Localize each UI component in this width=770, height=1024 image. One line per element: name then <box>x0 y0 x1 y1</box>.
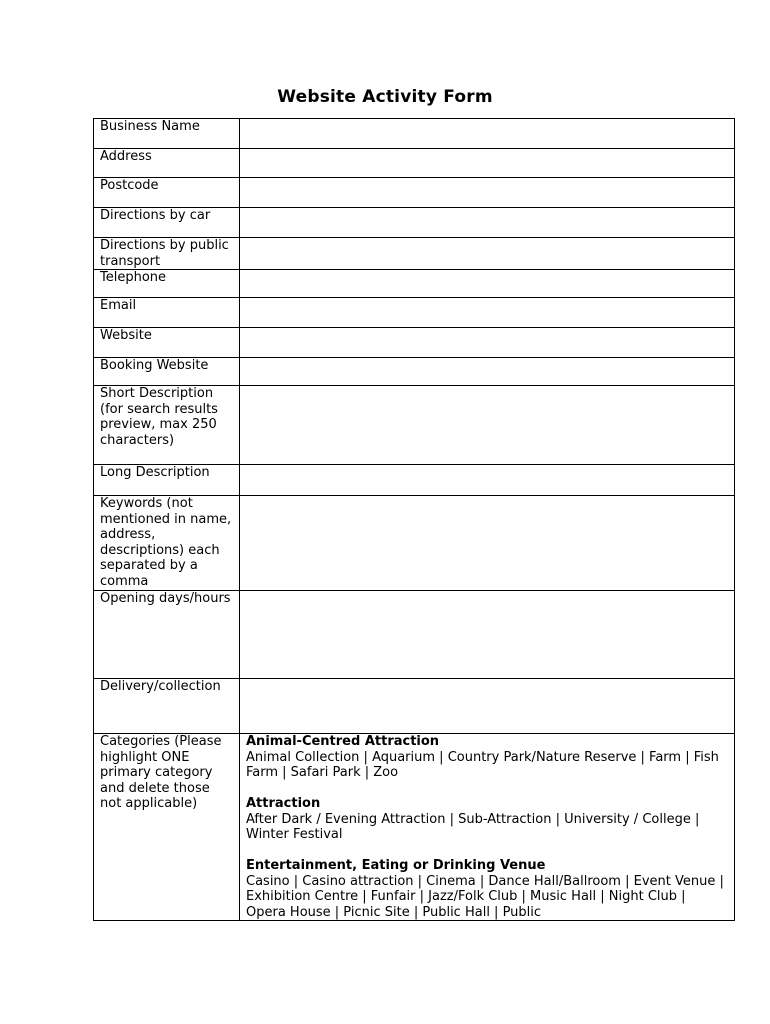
field-label-business-name: Business Name <box>94 119 240 149</box>
field-label-keywords: Keywords (not mentioned in name, address, descriptions) each separated by a comma <box>94 496 240 591</box>
category-heading: Animal-Centred Attraction <box>246 734 440 749</box>
category-group <box>246 734 728 781</box>
field-input-long-description[interactable] <box>240 465 735 496</box>
field-input-email[interactable] <box>240 298 735 328</box>
field-label-directions-car: Directions by car <box>94 208 240 238</box>
field-input-postcode[interactable] <box>240 178 735 208</box>
field-input-opening-hours[interactable] <box>240 591 735 679</box>
field-input-telephone[interactable] <box>240 270 735 298</box>
category-group <box>246 858 728 920</box>
form-row-business-name <box>94 119 735 149</box>
field-label-opening-hours: Opening days/hours <box>94 591 240 679</box>
field-input-address[interactable] <box>240 149 735 178</box>
field-label-email: Email <box>94 298 240 328</box>
form-row-email <box>94 298 735 328</box>
activity-form-table <box>93 118 735 921</box>
field-input-booking-website[interactable] <box>240 358 735 386</box>
form-row-categories <box>94 734 735 921</box>
form-row-booking-website <box>94 358 735 386</box>
category-options[interactable]: Casino | Casino attraction | Cinema | Dance Hall/Ballroom | Event Venue | Exhibition Centre | Funfair | Jazz/Folk Club | Music Hall | Night Club | Opera House | Picnic Site | Public Hall | Public <box>246 873 724 920</box>
form-row-short-description <box>94 386 735 465</box>
category-heading: Entertainment, Eating or Drinking Venue <box>246 858 546 873</box>
form-row-address <box>94 149 735 178</box>
field-input-keywords[interactable] <box>240 496 735 591</box>
form-row-long-description <box>94 465 735 496</box>
field-input-short-description[interactable] <box>240 386 735 465</box>
field-input-website[interactable] <box>240 328 735 358</box>
categories-list[interactable] <box>240 734 735 921</box>
form-row-postcode <box>94 178 735 208</box>
field-label-categories: Categories (Please highlight ONE primary category and delete those not applicable) <box>94 734 240 921</box>
field-label-long-description: Long Description <box>94 465 240 496</box>
field-label-address: Address <box>94 149 240 178</box>
field-input-directions-transport[interactable] <box>240 238 735 270</box>
field-label-telephone: Telephone <box>94 270 240 298</box>
form-row-keywords <box>94 496 735 591</box>
field-label-postcode: Postcode <box>94 178 240 208</box>
form-row-delivery <box>94 679 735 734</box>
field-label-booking-website: Booking Website <box>94 358 240 386</box>
field-label-delivery: Delivery/collection <box>94 679 240 734</box>
field-input-business-name[interactable] <box>240 119 735 149</box>
form-title: Website Activity Form <box>277 87 493 107</box>
category-heading: Attraction <box>246 796 321 811</box>
form-row-directions-car <box>94 208 735 238</box>
form-row-directions-transport <box>94 238 735 270</box>
field-input-directions-car[interactable] <box>240 208 735 238</box>
field-input-delivery[interactable] <box>240 679 735 734</box>
field-label-directions-transport: Directions by public transport <box>94 238 240 270</box>
form-row-opening-hours <box>94 591 735 679</box>
form-row-telephone <box>94 270 735 298</box>
field-label-website: Website <box>94 328 240 358</box>
category-options[interactable]: Animal Collection | Aquarium | Country Park/Nature Reserve | Farm | Fish Farm | Safari Park | Zoo <box>246 749 719 780</box>
form-row-website <box>94 328 735 358</box>
category-options[interactable]: After Dark / Evening Attraction | Sub-Attraction | University / College | Winter Festival <box>246 811 700 842</box>
field-label-short-description: Short Description (for search results preview, max 250 characters) <box>94 386 240 465</box>
category-group <box>246 796 728 843</box>
